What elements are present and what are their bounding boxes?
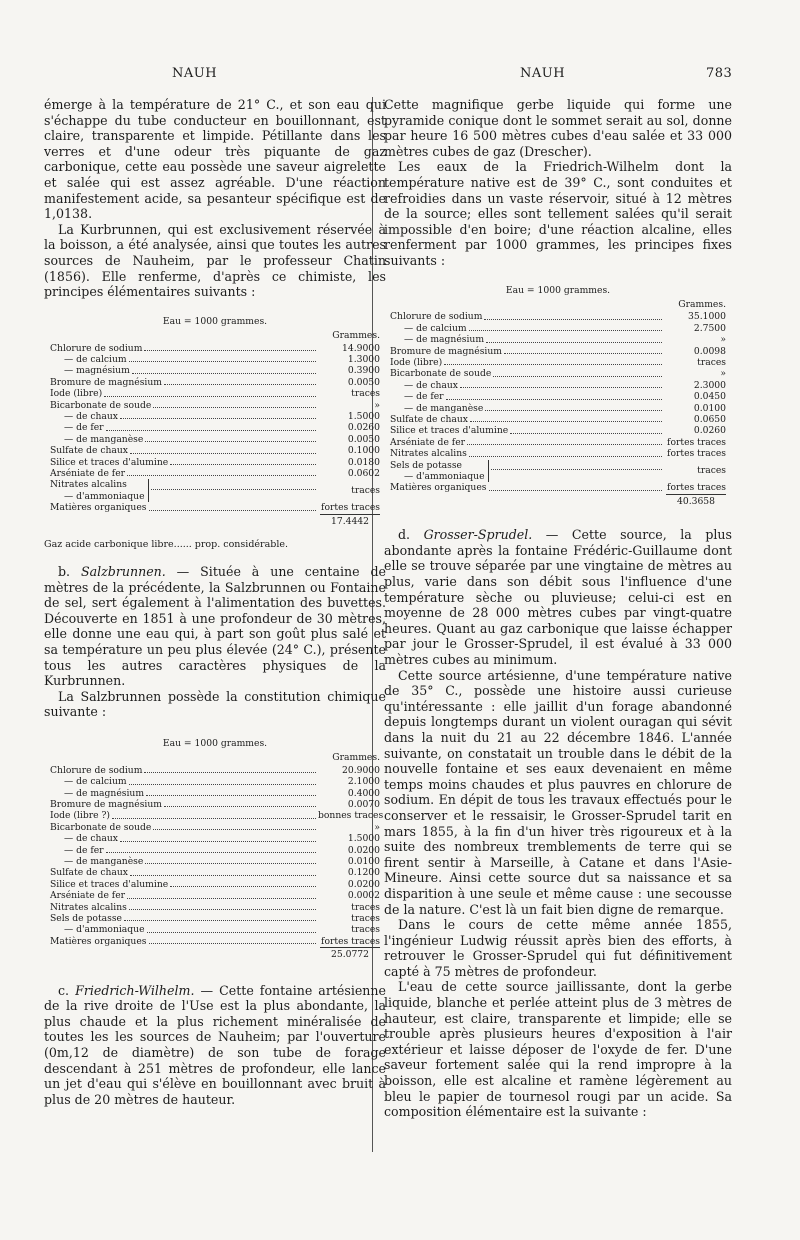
- table-label: Bicarbonate de soude: [50, 399, 152, 411]
- table-label: — d'ammoniaque: [404, 471, 485, 483]
- section-title: Grosser-Sprudel.: [423, 527, 533, 543]
- table-value: 0.0260: [347, 422, 380, 434]
- table-row: [50, 502, 380, 513]
- table-value: 2.3000: [693, 379, 726, 391]
- table-label: Sulfate de chaux: [50, 445, 128, 457]
- table-row: [50, 822, 380, 833]
- section-letter: b.: [58, 564, 71, 580]
- table-row: [50, 788, 380, 799]
- table-label: — de manganèse: [64, 856, 144, 868]
- table-row: [50, 365, 380, 376]
- table-label: Matières organiques: [50, 502, 147, 514]
- table-row: [390, 437, 726, 448]
- table-value: 0.0100: [347, 856, 380, 868]
- table-value: »: [374, 399, 380, 411]
- table-row: [50, 343, 380, 354]
- table-value: 0.0002: [347, 890, 380, 902]
- table-value: 1.3000: [347, 353, 380, 365]
- composition-table-salzbrunnen: [50, 737, 384, 961]
- table-value: traces: [697, 356, 726, 368]
- table-label: — de chaux: [404, 379, 458, 391]
- table-value: 0.0200: [347, 878, 380, 890]
- table-value: 0.0650: [693, 414, 726, 425]
- table-unit: Grammes.: [332, 752, 380, 764]
- table-value: traces: [351, 388, 380, 400]
- table-label: — de chaux: [64, 410, 118, 422]
- table-value: fortes traces: [321, 935, 380, 947]
- table-row: [50, 765, 380, 776]
- table-label: Iode (libre): [390, 356, 443, 368]
- table-label: Chlorure de sodium: [50, 342, 143, 354]
- table-row: [50, 936, 380, 947]
- table-value: traces: [697, 465, 726, 477]
- table-label: Bicarbonate de soude: [390, 368, 492, 380]
- table-row: [50, 400, 380, 411]
- table-value: 0.0098: [693, 345, 726, 357]
- table-caption: Eau = 1000 grammes.: [162, 737, 268, 749]
- table-rows: [390, 311, 726, 459]
- table-row: [390, 414, 726, 425]
- paragraph: Cette source artésienne, d'une température native de 35° C., possède une histoire aussi curieuse qu'intéressante : elle jaillit d'un forage abandonné depuis longtemps durant un violent ouragan qui sévit dans la nuit du 21 au 22 décembre 1846. L'année suivante, on constatait un trouble dans le débit de la nouvelle fontaine et ses eaux devenaient en même temps moins chaudes et plus pauvres en chlorure de sodium. En dépit de tous les travaux effectués pour le conserver et le ressaisir, le Grosser-Sprudel tarit en mars 1855, à la fin d'un hiver très rigoureux et à la suite des nombreux tremblements de terre qui se firent sentir à Marseille, à Catane et dans l'Asie-Mineure. Ainsi cette source dut sa naissance et sa disparition à une seule et même cause : une secousse de la nature. C'est là un fait bien digne de remarque.: [384, 667, 732, 917]
- table-row: [50, 924, 380, 935]
- table-value: 1.5000: [347, 833, 380, 845]
- section-b: [44, 564, 386, 689]
- table-value: traces: [351, 485, 380, 497]
- table-value: 2.1000: [347, 776, 380, 788]
- table-label: — de calcium: [404, 322, 467, 334]
- table-caption: Eau = 1000 grammes.: [505, 284, 611, 296]
- table-row: [50, 422, 380, 433]
- table-label: — d'ammoniaque: [64, 490, 145, 502]
- table-label: Bicarbonate de soude: [50, 821, 152, 833]
- table-row: [390, 368, 726, 379]
- paragraph: Dans le cours de cette même année 1855, l'ingénieur Ludwig réussit après bien des efforts, à retrouver le Grosser-Sprudel qui fut définitivement capté à 75 mètres de profondeur.: [384, 917, 732, 979]
- table-caption: Eau = 1000 grammes.: [162, 315, 268, 327]
- paragraph: La Kurbrunnen, qui est exclusivement réservée à la boisson, a été analysée, ainsi que toutes les autres sources de Nauheim, par le professeur Chatin (1856). Elle renferme, d'après ce chimiste, les principes élémentaires suivants :: [44, 221, 386, 300]
- table-label: Nitrates alcalins: [50, 901, 127, 913]
- paragraph: émerge à la température de 21° C., et son eau qui s'échappe du tube conducteur en bouillonnant, est claire, transparente et limpide. Pétillante dans les verres et d'une odeur très piquante de gaz carbonique, cette eau possède une saveur aigrelette et salée qui est assez agréable. D'une réaction manifestement acide, sa pesanteur spécifique est de 1,0138.: [44, 97, 386, 222]
- table-label: Chlorure de sodium: [50, 764, 143, 776]
- table-label: Arséniate de fer: [390, 436, 466, 448]
- table-label: Silice et traces d'alumine: [50, 456, 169, 468]
- table-row: [390, 448, 726, 459]
- table-label: — de fer: [64, 844, 104, 856]
- table-value: fortes traces: [667, 448, 726, 460]
- section-text: — Située à une centaine de mètres de la précédente, la Salzbrunnen ou Fontaine de sel, sert également à l'alimentation des buvettes. Découverte en 1851 à une profondeur de 30 mètres, elle donne une eau qui, à part son goût plus salé et sa température un peu plus élevée (24° C.), présente tous les autres caractères physiques de la Kurbrunnen.: [44, 564, 386, 689]
- table-row: [390, 425, 726, 436]
- table-row: [50, 776, 380, 787]
- table-value: 0.0070: [347, 799, 380, 810]
- table-label: — de manganèse: [64, 433, 144, 445]
- table-label: Bromure de magnésium: [50, 376, 162, 388]
- table-value: 1.5000: [347, 410, 380, 422]
- table-value: 0.4000: [347, 787, 380, 799]
- table-label: Sulfate de chaux: [50, 867, 128, 879]
- table-total: 40.3658: [390, 494, 726, 507]
- table-label: — de chaux: [64, 833, 118, 845]
- table-total: 25.0772: [50, 947, 380, 960]
- table-label: Iode (libre ?): [50, 810, 111, 822]
- table-row: [50, 445, 380, 456]
- paragraph: La Salzbrunnen possède la constitution chimique suivante :: [44, 688, 386, 720]
- table-label: — magnésium: [64, 365, 130, 377]
- table-total: 17.4442: [50, 514, 380, 527]
- table-label: Bromure de magnésium: [390, 345, 502, 357]
- table-row: [50, 856, 380, 867]
- section-title: Friedrich-Wilhelm.: [75, 982, 195, 998]
- table-row: [390, 334, 726, 345]
- composition-table-friedrich-wilhelm: [390, 285, 726, 508]
- section-text: — Cette fontaine artésienne de la rive droite de l'Use est la plus abondante, la plus chaude et la plus richement minéralisée de toutes les les sources de Nauheim; par l'ouverture (0m,12 de diamètre) de son tube de forage descendant à 251 mètres de profondeur, elle lance un jet d'eau qui s'élève en bouillonnant avec bruit à plus de 20 mètres de hauteur.: [44, 982, 386, 1107]
- table-row: [50, 810, 384, 822]
- table-row: [390, 403, 726, 414]
- table-row: [50, 354, 380, 365]
- table-row: [390, 357, 726, 368]
- running-head-left: NAUH: [172, 66, 218, 81]
- table-row: [390, 391, 726, 402]
- table-value: »: [720, 368, 726, 380]
- table-row: [50, 377, 380, 388]
- paragraph: L'eau de cette source jaillissante, dont la gerbe liquide, blanche et perlée atteint plus de 3 mètres de hauteur, est claire, transparente et limpide; elle se trouble après plusieurs heures d'exposition à l'air extérieur et laisse déposer de l'oxyde de fer. D'une saveur fortement salée qui la rend impropre à la boisson, elle est alcaline et ramène légèrement au bleu le papier de tournesol rougi par un acide. Sa composition élémentaire est la suivante :: [384, 979, 732, 1120]
- table-label: Sels de potasse: [50, 913, 122, 925]
- table-value: 0.0450: [693, 391, 726, 403]
- table-value: 14.9000: [342, 342, 380, 354]
- table-label: Iode (libre): [50, 388, 103, 400]
- table-row: [390, 482, 726, 493]
- paragraph: Les eaux de la Friedrich-Wilhelm dont la température native est de 39° C., sont conduites et refroidies dans un vaste réservoir, situé à 12 mètres de la source; elles sont tellement salées qu'il serait impossible d'en boire; d'une réaction alcaline, elles renferment par 1000 grammes, les principes fixes suivants :: [384, 159, 732, 268]
- table-value: 0.1200: [347, 867, 380, 879]
- table-label: Bromure de magnésium: [50, 799, 162, 810]
- table-row: [50, 457, 380, 468]
- table-label: — de calcium: [64, 776, 127, 788]
- table-row: [50, 434, 380, 445]
- table-value: »: [720, 334, 726, 346]
- table-value: 0.1000: [347, 445, 380, 457]
- table-row: [50, 879, 380, 890]
- table-row: [50, 845, 380, 856]
- table-row: [50, 890, 380, 901]
- table-row: [390, 323, 726, 334]
- table-label: Silice et traces d'alumine: [50, 878, 169, 890]
- table-value: 35.1000: [688, 311, 726, 323]
- section-text: — Cette source, la plus abondante après la fontaine Frédéric-Guillaume dont elle se trouve séparée par une vingtaine de mètres au plus, varie dans son débit sous l'influence d'une température sèche ou pluvieuse; celui-ci est en moyenne de 28 000 mètres cubes par vingt-quatre heures. Quant au gaz carbonique que laisse échapper par jour le Grosser-Sprudel, il est évalué à 33 000 mètres cubes au minimum.: [384, 527, 732, 667]
- table-rows: [50, 764, 384, 948]
- table-value: 2.7500: [693, 322, 726, 334]
- table-label: Arséniate de fer: [50, 468, 126, 479]
- table-label: Nitrates alcalins: [390, 448, 467, 460]
- table-row: [390, 380, 726, 391]
- table-value: fortes traces: [321, 502, 380, 514]
- page-number: 783: [706, 66, 733, 81]
- table-label: Sulfate de chaux: [390, 414, 468, 425]
- table-label: — de magnésium: [404, 334, 485, 346]
- table-label: Silice et traces d'alumine: [390, 425, 509, 437]
- table-row: [50, 913, 380, 924]
- table-label: Chlorure de sodium: [390, 311, 483, 323]
- table-rows: [50, 343, 380, 480]
- table-value: traces: [351, 901, 380, 913]
- table-value: 0.0050: [347, 376, 380, 388]
- table-label: — de manganèse: [404, 402, 484, 414]
- table-value: 0.0050: [347, 433, 380, 445]
- table-value: traces: [351, 913, 380, 925]
- section-letter: d.: [398, 527, 411, 543]
- table-label: Nitrates alcalins: [50, 479, 127, 491]
- table-value: 20.9000: [342, 764, 380, 776]
- table-value: 0.0602: [347, 468, 380, 479]
- table-value: 0.0200: [347, 844, 380, 856]
- section-c: [44, 983, 386, 1108]
- table-label: Matières organiques: [390, 482, 487, 494]
- table-label: — de magnésium: [64, 787, 145, 799]
- section-letter: c.: [58, 982, 70, 998]
- table-value: bonnes traces: [318, 810, 384, 822]
- table-label: — de fer: [64, 422, 104, 434]
- section-d: [384, 527, 732, 667]
- table-row: [50, 799, 380, 810]
- table-row: [50, 902, 380, 913]
- table-unit: Grammes.: [332, 330, 380, 342]
- table-label: Sels de potasse: [390, 459, 462, 471]
- gas-note: Gaz acide carbonique libre...... prop. considérable.: [44, 539, 289, 551]
- table-value: fortes traces: [667, 436, 726, 448]
- table-value: 0.3900: [347, 365, 380, 377]
- table-row: [50, 411, 380, 422]
- table-value: 0.0100: [693, 402, 726, 414]
- table-row: [50, 388, 380, 399]
- section-title: Salzbrunnen.: [80, 564, 166, 580]
- table-label: — de fer: [404, 391, 444, 403]
- table-row: [390, 311, 726, 322]
- table-row: [50, 833, 380, 844]
- composition-table-kurbrunnen: [50, 316, 380, 527]
- table-label: — de calcium: [64, 353, 127, 365]
- table-value: 0.0180: [347, 456, 380, 468]
- brace-group: [50, 479, 380, 502]
- table-row: [390, 346, 726, 357]
- table-row: [50, 867, 380, 878]
- paragraph: Cette magnifique gerbe liquide qui forme une pyramide conique dont le sommet serait au sol, donne par heure 16 500 mètres cubes d'eau salée et 33 000 mètres cubes de gaz (Drescher).: [384, 97, 732, 159]
- right-column: [384, 97, 732, 1120]
- table-value: 0.0260: [693, 425, 726, 437]
- table-row: [50, 468, 380, 479]
- table-value: fortes traces: [667, 482, 726, 494]
- table-label: — d'ammoniaque: [64, 924, 145, 936]
- brace-group: [390, 460, 726, 483]
- table-label: Arséniate de fer: [50, 890, 126, 902]
- left-column: [44, 97, 386, 1107]
- table-value: »: [374, 821, 380, 833]
- table-value: traces: [351, 924, 380, 936]
- table-unit: Grammes.: [678, 298, 726, 310]
- running-head-right: NAUH: [520, 66, 566, 81]
- table-label: Matières organiques: [50, 935, 147, 947]
